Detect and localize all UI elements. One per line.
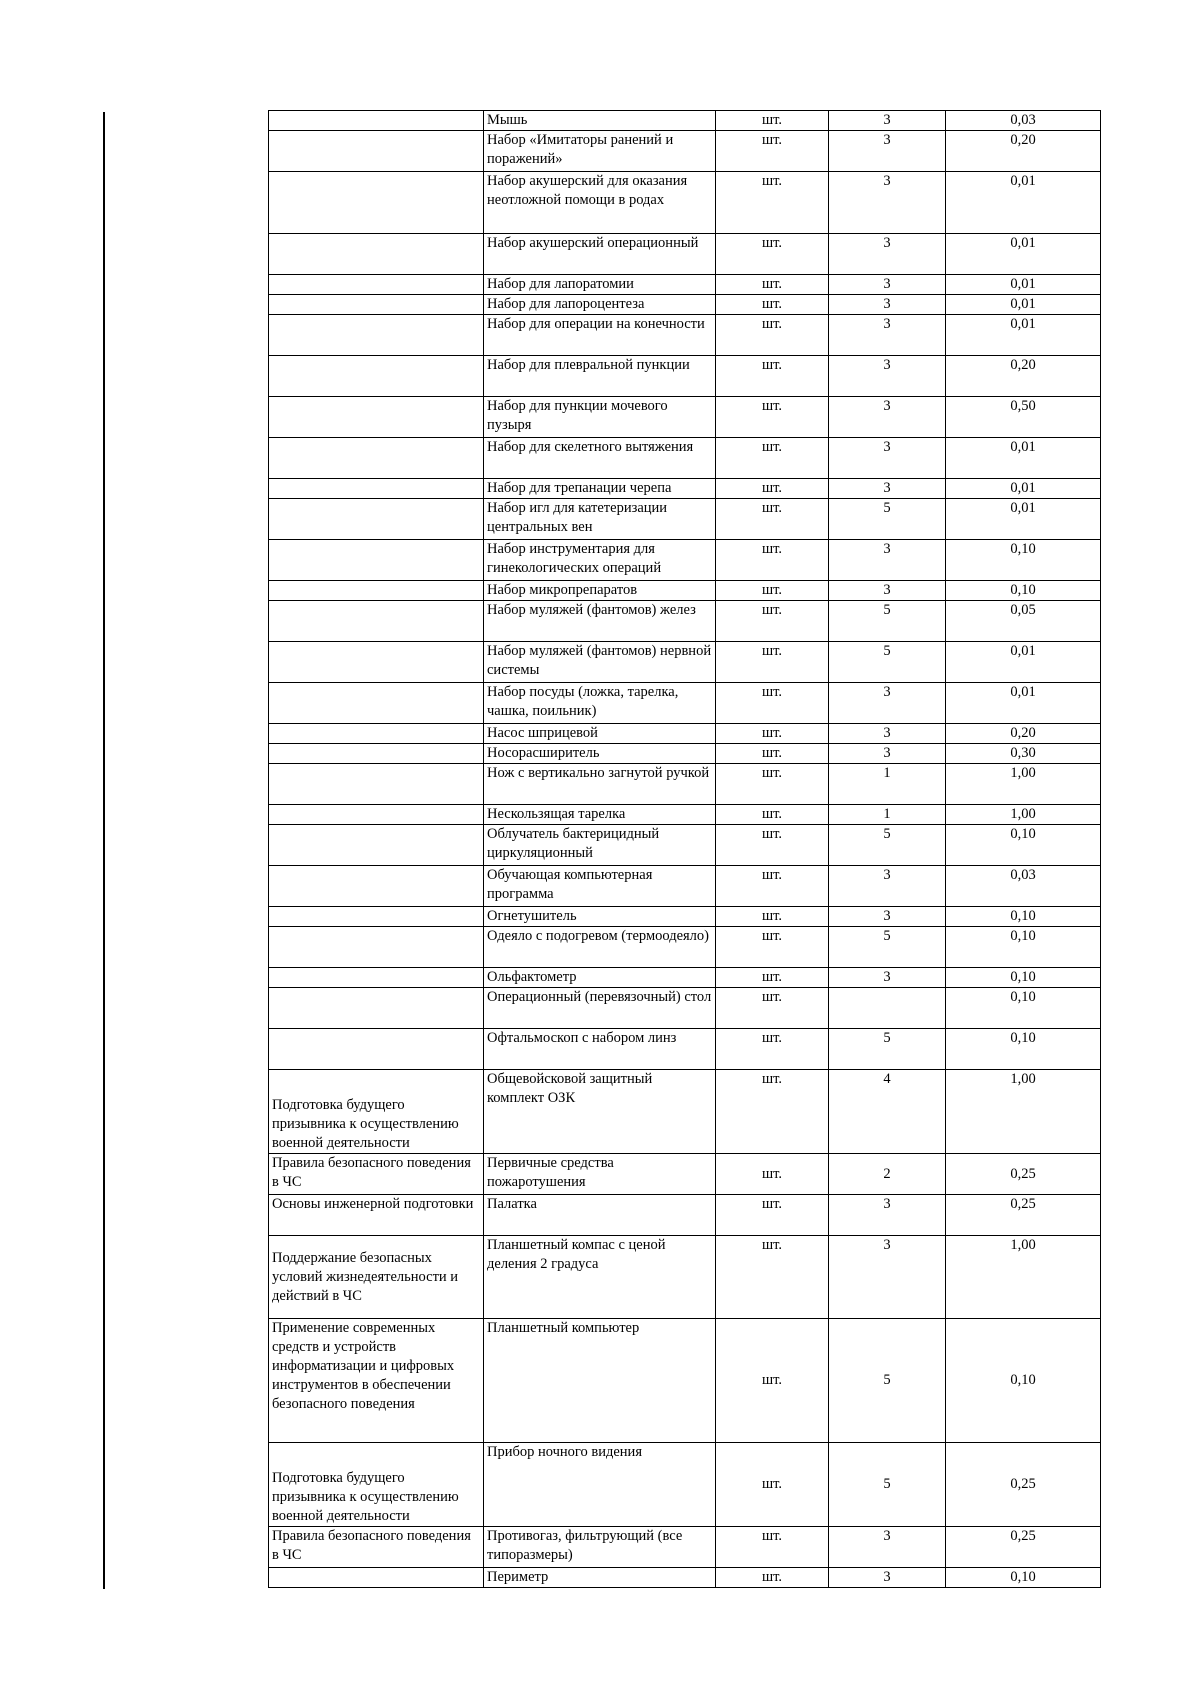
- section-cell: [269, 825, 484, 866]
- equipment-table-body: [269, 111, 1101, 1588]
- quantity-cell: 2: [829, 1154, 946, 1195]
- section-cell: [269, 866, 484, 907]
- section-cell: [269, 764, 484, 805]
- unit-cell: шт.: [716, 1319, 829, 1443]
- quantity-cell: 3: [829, 356, 946, 397]
- norm-cell: 0,30: [946, 744, 1101, 764]
- section-cell: [269, 111, 484, 131]
- table-row: [269, 1154, 1101, 1195]
- unit-cell: шт.: [716, 581, 829, 601]
- unit-cell: шт.: [716, 601, 829, 642]
- norm-cell: 0,01: [946, 315, 1101, 356]
- section-cell: [269, 172, 484, 234]
- table-row: [269, 1319, 1101, 1443]
- quantity-cell: 5: [829, 1443, 946, 1527]
- quantity-cell: 3: [829, 172, 946, 234]
- quantity-cell: 3: [829, 1568, 946, 1588]
- unit-cell: шт.: [716, 866, 829, 907]
- item-name-cell: Набор муляжей (фантомов) нервной системы: [484, 642, 716, 683]
- quantity-cell: 5: [829, 1319, 946, 1443]
- norm-cell: 0,10: [946, 825, 1101, 866]
- item-name-cell: Набор для скелетного вытяжения: [484, 438, 716, 479]
- table-row: [269, 1568, 1101, 1588]
- quantity-cell: 5: [829, 642, 946, 683]
- norm-cell: 0,10: [946, 581, 1101, 601]
- item-name-cell: Планшетный компьютер: [484, 1319, 716, 1443]
- section-cell: [269, 540, 484, 581]
- norm-cell: 0,25: [946, 1443, 1101, 1527]
- item-name-cell: Прибор ночного видения: [484, 1443, 716, 1527]
- unit-cell: шт.: [716, 927, 829, 968]
- section-cell: [269, 683, 484, 724]
- item-name-cell: Первичные средства пожаротушения: [484, 1154, 716, 1195]
- section-cell: [269, 438, 484, 479]
- section-cell: Подготовка будущего призывника к осуществлению военной деятельности: [269, 1070, 484, 1154]
- quantity-cell: 3: [829, 397, 946, 438]
- table-row: [269, 397, 1101, 438]
- quantity-cell: 3: [829, 479, 946, 499]
- norm-cell: 0,10: [946, 1319, 1101, 1443]
- item-name-cell: Огнетушитель: [484, 907, 716, 927]
- table-row: [269, 988, 1101, 1029]
- table-row: [269, 111, 1101, 131]
- section-cell: [269, 601, 484, 642]
- item-name-cell: Насос шприцевой: [484, 724, 716, 744]
- item-name-cell: Набор инструментария для гинекологических операций: [484, 540, 716, 581]
- unit-cell: шт.: [716, 1236, 829, 1319]
- unit-cell: шт.: [716, 234, 829, 275]
- table-row: [269, 601, 1101, 642]
- norm-cell: 0,20: [946, 131, 1101, 172]
- item-name-cell: Набор акушерский для оказания неотложной помощи в родах: [484, 172, 716, 234]
- table-row: [269, 764, 1101, 805]
- table-row: [269, 1527, 1101, 1568]
- margin-line: [103, 112, 105, 1589]
- unit-cell: шт.: [716, 1568, 829, 1588]
- norm-cell: 0,10: [946, 988, 1101, 1029]
- unit-cell: шт.: [716, 988, 829, 1029]
- quantity-cell: 3: [829, 581, 946, 601]
- table-row: [269, 172, 1101, 234]
- quantity-cell: 5: [829, 499, 946, 540]
- unit-cell: шт.: [716, 1070, 829, 1154]
- unit-cell: шт.: [716, 907, 829, 927]
- section-cell: [269, 315, 484, 356]
- unit-cell: шт.: [716, 805, 829, 825]
- item-name-cell: Набор для операции на конечности: [484, 315, 716, 356]
- section-cell: [269, 988, 484, 1029]
- norm-cell: 0,10: [946, 927, 1101, 968]
- norm-cell: 0,03: [946, 866, 1101, 907]
- item-name-cell: Набор для лапороцентеза: [484, 295, 716, 315]
- section-cell: [269, 724, 484, 744]
- norm-cell: 0,20: [946, 724, 1101, 744]
- unit-cell: шт.: [716, 825, 829, 866]
- norm-cell: 0,01: [946, 479, 1101, 499]
- table-row: [269, 642, 1101, 683]
- section-cell: [269, 356, 484, 397]
- section-cell: Основы инженерной подготовки: [269, 1195, 484, 1236]
- norm-cell: 0,03: [946, 111, 1101, 131]
- item-name-cell: Набор посуды (ложка, тарелка, чашка, поильник): [484, 683, 716, 724]
- table-row: [269, 825, 1101, 866]
- norm-cell: 0,01: [946, 275, 1101, 295]
- quantity-cell: 4: [829, 1070, 946, 1154]
- item-name-cell: Планшетный компас с ценой деления 2 градуса: [484, 1236, 716, 1319]
- norm-cell: 1,00: [946, 805, 1101, 825]
- section-cell: [269, 805, 484, 825]
- section-cell: [269, 499, 484, 540]
- table-row: [269, 744, 1101, 764]
- unit-cell: шт.: [716, 295, 829, 315]
- table-row: [269, 1070, 1101, 1154]
- norm-cell: 0,05: [946, 601, 1101, 642]
- quantity-cell: 5: [829, 1029, 946, 1070]
- norm-cell: 0,10: [946, 968, 1101, 988]
- section-cell: [269, 1568, 484, 1588]
- unit-cell: шт.: [716, 111, 829, 131]
- norm-cell: 0,25: [946, 1154, 1101, 1195]
- unit-cell: шт.: [716, 968, 829, 988]
- section-cell: [269, 234, 484, 275]
- quantity-cell: 5: [829, 927, 946, 968]
- unit-cell: шт.: [716, 275, 829, 295]
- item-name-cell: Носорасширитель: [484, 744, 716, 764]
- section-cell: Правила безопасного поведения в ЧС: [269, 1154, 484, 1195]
- unit-cell: шт.: [716, 499, 829, 540]
- table-row: [269, 540, 1101, 581]
- quantity-cell: 5: [829, 825, 946, 866]
- quantity-cell: 3: [829, 1195, 946, 1236]
- quantity-cell: 3: [829, 968, 946, 988]
- table-row: [269, 234, 1101, 275]
- norm-cell: 0,01: [946, 172, 1101, 234]
- quantity-cell: 3: [829, 866, 946, 907]
- item-name-cell: Офтальмоскоп с набором линз: [484, 1029, 716, 1070]
- norm-cell: 0,01: [946, 642, 1101, 683]
- quantity-cell: 3: [829, 683, 946, 724]
- section-cell: Подготовка будущего призывника к осуществлению военной деятельности: [269, 1443, 484, 1527]
- unit-cell: шт.: [716, 1527, 829, 1568]
- norm-cell: 0,10: [946, 907, 1101, 927]
- unit-cell: шт.: [716, 479, 829, 499]
- unit-cell: шт.: [716, 1443, 829, 1527]
- table-row: [269, 581, 1101, 601]
- table-row: [269, 295, 1101, 315]
- equipment-table: [268, 110, 1101, 1588]
- table-row: [269, 968, 1101, 988]
- item-name-cell: Одеяло с подогревом (термоодеяло): [484, 927, 716, 968]
- table-row: [269, 805, 1101, 825]
- quantity-cell: [829, 988, 946, 1029]
- unit-cell: шт.: [716, 315, 829, 356]
- unit-cell: шт.: [716, 724, 829, 744]
- item-name-cell: Набор для пункции мочевого пузыря: [484, 397, 716, 438]
- quantity-cell: 3: [829, 315, 946, 356]
- norm-cell: 0,10: [946, 1029, 1101, 1070]
- quantity-cell: 3: [829, 234, 946, 275]
- item-name-cell: Противогаз, фильтрующий (все типоразмеры): [484, 1527, 716, 1568]
- norm-cell: 0,50: [946, 397, 1101, 438]
- norm-cell: 0,10: [946, 1568, 1101, 1588]
- quantity-cell: 3: [829, 907, 946, 927]
- quantity-cell: 3: [829, 1236, 946, 1319]
- section-cell: [269, 275, 484, 295]
- table-row: [269, 1029, 1101, 1070]
- table-row: [269, 356, 1101, 397]
- table-row: [269, 1236, 1101, 1319]
- unit-cell: шт.: [716, 1195, 829, 1236]
- item-name-cell: Нож с вертикально загнутой ручкой: [484, 764, 716, 805]
- norm-cell: 0,01: [946, 234, 1101, 275]
- table-row: [269, 907, 1101, 927]
- unit-cell: шт.: [716, 397, 829, 438]
- norm-cell: 1,00: [946, 1236, 1101, 1319]
- item-name-cell: Набор «Имитаторы ранений и поражений»: [484, 131, 716, 172]
- quantity-cell: 3: [829, 275, 946, 295]
- quantity-cell: 3: [829, 131, 946, 172]
- item-name-cell: Набор микропрепаратов: [484, 581, 716, 601]
- section-cell: [269, 927, 484, 968]
- unit-cell: шт.: [716, 642, 829, 683]
- norm-cell: 1,00: [946, 1070, 1101, 1154]
- norm-cell: 0,25: [946, 1527, 1101, 1568]
- norm-cell: 0,01: [946, 683, 1101, 724]
- table-row: [269, 499, 1101, 540]
- item-name-cell: Набор игл для катетеризации центральных вен: [484, 499, 716, 540]
- table-row: [269, 683, 1101, 724]
- section-cell: [269, 131, 484, 172]
- norm-cell: 1,00: [946, 764, 1101, 805]
- quantity-cell: 3: [829, 724, 946, 744]
- quantity-cell: 3: [829, 744, 946, 764]
- section-cell: Правила безопасного поведения в ЧС: [269, 1527, 484, 1568]
- section-cell: [269, 581, 484, 601]
- table-row: [269, 1195, 1101, 1236]
- item-name-cell: Операционный (перевязочный) стол: [484, 988, 716, 1029]
- unit-cell: шт.: [716, 764, 829, 805]
- section-cell: [269, 968, 484, 988]
- section-cell: Поддержание безопасных условий жизнедеятельности и действий в ЧС: [269, 1236, 484, 1319]
- unit-cell: шт.: [716, 172, 829, 234]
- section-cell: [269, 479, 484, 499]
- unit-cell: шт.: [716, 356, 829, 397]
- unit-cell: шт.: [716, 1154, 829, 1195]
- section-cell: [269, 744, 484, 764]
- item-name-cell: Набор для лапоратомии: [484, 275, 716, 295]
- quantity-cell: 3: [829, 295, 946, 315]
- norm-cell: 0,01: [946, 295, 1101, 315]
- item-name-cell: Набор муляжей (фантомов) желез: [484, 601, 716, 642]
- section-cell: [269, 295, 484, 315]
- quantity-cell: 1: [829, 764, 946, 805]
- unit-cell: шт.: [716, 744, 829, 764]
- item-name-cell: Общевойсковой защитный комплект ОЗК: [484, 1070, 716, 1154]
- section-cell: [269, 1029, 484, 1070]
- item-name-cell: Нескользящая тарелка: [484, 805, 716, 825]
- quantity-cell: 1: [829, 805, 946, 825]
- item-name-cell: Набор акушерский операционный: [484, 234, 716, 275]
- norm-cell: 0,01: [946, 438, 1101, 479]
- table-row: [269, 275, 1101, 295]
- unit-cell: шт.: [716, 1029, 829, 1070]
- table-row: [269, 866, 1101, 907]
- item-name-cell: Облучатель бактерицидный циркуляционный: [484, 825, 716, 866]
- table-row: [269, 927, 1101, 968]
- table-row: [269, 724, 1101, 744]
- norm-cell: 0,25: [946, 1195, 1101, 1236]
- quantity-cell: 3: [829, 540, 946, 581]
- item-name-cell: Мышь: [484, 111, 716, 131]
- quantity-cell: 3: [829, 1527, 946, 1568]
- norm-cell: 0,20: [946, 356, 1101, 397]
- table-row: [269, 1443, 1101, 1527]
- quantity-cell: 3: [829, 111, 946, 131]
- item-name-cell: Обучающая компьютерная программа: [484, 866, 716, 907]
- section-cell: Применение современных средств и устройств информатизации и цифровых инструментов в обеспечении безопасного поведения: [269, 1319, 484, 1443]
- table-row: [269, 131, 1101, 172]
- section-cell: [269, 642, 484, 683]
- section-cell: [269, 907, 484, 927]
- item-name-cell: Набор для плевральной пункции: [484, 356, 716, 397]
- unit-cell: шт.: [716, 131, 829, 172]
- item-name-cell: Набор для трепанации черепа: [484, 479, 716, 499]
- item-name-cell: Ольфактометр: [484, 968, 716, 988]
- unit-cell: шт.: [716, 438, 829, 479]
- section-cell: [269, 397, 484, 438]
- item-name-cell: Периметр: [484, 1568, 716, 1588]
- quantity-cell: 5: [829, 601, 946, 642]
- table-row: [269, 438, 1101, 479]
- norm-cell: 0,10: [946, 540, 1101, 581]
- norm-cell: 0,01: [946, 499, 1101, 540]
- item-name-cell: Палатка: [484, 1195, 716, 1236]
- quantity-cell: 3: [829, 438, 946, 479]
- unit-cell: шт.: [716, 683, 829, 724]
- table-row: [269, 479, 1101, 499]
- table-row: [269, 315, 1101, 356]
- unit-cell: шт.: [716, 540, 829, 581]
